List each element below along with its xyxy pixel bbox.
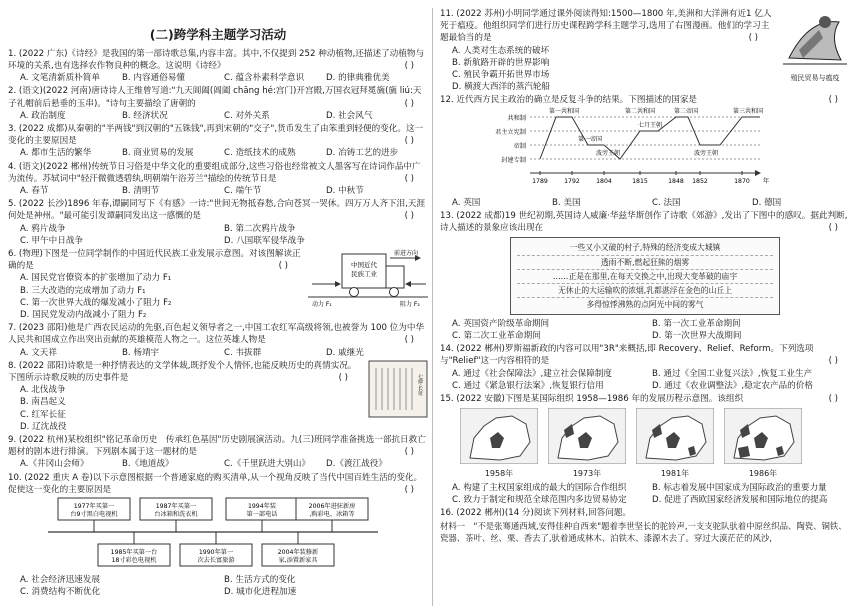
- year-tick-label: 年: [762, 177, 770, 185]
- q15-option-a: A. 构建了主权国家组成的最大的国际合作组织: [452, 482, 627, 493]
- q6-option-d: D. 国民党发动内战减小了阻力 F₂: [20, 310, 147, 321]
- q10-option-d: D. 城市化进程加速: [224, 587, 297, 598]
- q14-stem: 14. (2022 郴州)罗斯福新政的内容可以用"3R"来概括,即 Recovery、Relief、Reform。下列选项与"Relief"这一内容相符的是: [440, 344, 814, 367]
- poem-excerpt-box: [510, 237, 780, 314]
- timeline-box-top: [296, 498, 368, 520]
- timeline-box-top: [226, 498, 298, 520]
- q7-option-d: D. 戚继光: [326, 347, 364, 358]
- q1-option-a: A. 文笔清新质朴简单: [20, 73, 100, 84]
- timeline-box-bottom-text: 1985年买第一台 18寸彩色电视机: [110, 549, 158, 565]
- regime-label: 第一帝国: [577, 135, 603, 143]
- q4-stem: 4. (语文)(2022 郴州)传统节日习俗是中华文化的重要组成部分,这些习俗也经常被文人墨客写在诗词作品中广为流传。苏轼词中"轻汗微微透碧纨,明朝端午浴芳兰"描绘的传统节日是: [8, 161, 421, 184]
- year-tick-label: 1852: [692, 177, 708, 185]
- q1-stem: 1. (2022 广东)《诗经》是我国的第一部诗歌总集,内容丰富。其中,不仅提到 252 种动植物,还描述了动植物与环境的关系,也有选择农作物良种的概念。这说明《诗经》: [8, 48, 425, 71]
- q7-option-b: B. 杨靖宇: [122, 347, 160, 358]
- q3-stem: 3. (2022 成都)从秦朝的"半两钱"到汉朝的"五铢钱",再到宋朝的"交子",货币发生了由笨重到轻便的变化。这一变化的主要原因是: [8, 123, 424, 147]
- question-1: [8, 48, 428, 85]
- q4-option-c: C. 端午节: [224, 185, 262, 196]
- regime-row-label: 共和制: [507, 114, 526, 122]
- map-1981-image: [636, 408, 714, 464]
- q15-stem: 15. (2022 安徽)下图是某国际组织 1958—1986 年的发展历程示意图。该组织: [440, 393, 744, 404]
- map-1986-image: [724, 408, 802, 464]
- q10-option-c: C. 消费结构不断优化: [20, 587, 101, 598]
- timeline-box-top-text: 1977年买第一台9寸黑白电视机: [70, 503, 118, 519]
- q5-option-b: B. 第二次鸦片战争: [224, 223, 296, 234]
- map-1973-image: [548, 408, 626, 464]
- q1-paren: ( ): [404, 60, 414, 71]
- map-1986-label: 1986年: [748, 468, 778, 478]
- q14-option-a: A. 通过《社会保障法》,建立社会保障制度: [452, 368, 613, 379]
- q11-option-b: B. 新航路开辟的世界影响: [452, 57, 550, 68]
- q3-option-c: C. 造纸技术的成熟: [224, 148, 296, 159]
- q9-option-d: D.《渡江战役》: [326, 459, 387, 470]
- q4-option-b: B. 清明节: [122, 185, 160, 196]
- question-5: [8, 198, 428, 247]
- regime-label: 波旁王朝: [693, 149, 719, 157]
- q13-option-b: B. 第一次工业革命期间: [652, 318, 741, 329]
- year-tick-label: 1789: [532, 177, 548, 185]
- timeline-box-top-text: 1994年装第一部电话: [246, 503, 278, 519]
- question-7: [8, 322, 428, 359]
- q11-stem: 11. (2022 苏州)小明同学通过课外阅读得知:1500—1800 年,美洲和大洋洲有近1 亿人死于瘟疫。他组织同学们进行历史课程跨学科主题学习,选用了右图漫画。他们的学习主题最恰当的是: [440, 9, 772, 44]
- map-1958-label: 1958年: [484, 468, 514, 478]
- timeline-box-top-text: 2006年进驻新房,购彩电、冰箱等: [308, 503, 356, 519]
- regime-label: 第一共和国: [548, 107, 580, 115]
- question-13: [440, 210, 852, 342]
- q6-paren: ( ): [278, 261, 288, 272]
- q9-paren: ( ): [404, 447, 414, 458]
- q16-stem: 16. (2022 郴州)(14 分)阅读下列材料,回答问题。: [440, 508, 632, 519]
- year-tick-label: 1815: [632, 177, 648, 185]
- map-1973-label: 1973年: [572, 468, 602, 478]
- force-f2-label: 阻力 F₂: [400, 301, 420, 308]
- question-14: [440, 343, 852, 392]
- column-divider: [432, 8, 433, 606]
- q11-option-c: C. 殖民争霸开拓世界市场: [452, 70, 550, 81]
- timeline-box-bottom: [262, 544, 334, 566]
- q4-paren: ( ): [404, 173, 414, 184]
- q8-stem: 8. (2022 邵阳)诗歌是一种抒情表达的文学体裁,既抒发个人情怀,也能反映历史的真情实况。下图所示诗歌反映的历史事件是: [8, 360, 357, 384]
- q6-option-b: B. 三大改造的完成增加了动力 F₁: [20, 285, 146, 296]
- timeline-box-bottom-text: 1990年第一次去长富旅游: [197, 549, 235, 565]
- poem-line-3: ……正是在那里,在每天交换之中,出现大变革破的庙宇: [517, 270, 773, 284]
- right-column: [440, 8, 852, 546]
- poem-line-1: 一些又小又破的村子,特殊的经济变成大城镇: [517, 241, 773, 255]
- q8-option-c: C. 红军长征: [20, 409, 66, 420]
- q9-option-b: B.《地道战》: [122, 459, 174, 470]
- q14-paren: ( ): [828, 356, 838, 367]
- q1-option-b: B. 内容通俗易懂: [122, 73, 185, 84]
- regime-row-label: 封建专制: [501, 156, 526, 164]
- q7-stem: 7. (2023 邵阳)他是广西农民运动的先驱,百色起义领导者之一,中国工农红军高级将领,也被誉为 100 位为中华人民共和国成立作出突出贡献的英雄模范人物之一。这位英雄人物是: [8, 323, 425, 346]
- q8-option-b: B. 南昌起义: [20, 397, 66, 408]
- q11-option-a: A. 人类对生态系统的破坏: [452, 45, 550, 56]
- year-tick-label: 1804: [596, 177, 612, 185]
- q14-option-c: C. 通过《紧急银行法案》,恢复银行信用: [452, 380, 604, 391]
- cartoon-image: [779, 8, 851, 70]
- timeline-box-bottom-text: 2004年装修新家,添置新家具: [277, 549, 319, 565]
- q9-option-a: A.《井冈山会师》: [20, 459, 89, 470]
- q12-paren: ( ): [828, 95, 838, 106]
- question-15: [440, 393, 852, 506]
- q7-paren: ( ): [404, 335, 414, 346]
- q3-option-a: A. 都市生活的繁华: [20, 148, 92, 159]
- poem-title: 七律·长征: [417, 373, 423, 396]
- left-column: [8, 8, 428, 600]
- map-1986: [724, 408, 802, 479]
- question-2: [8, 85, 428, 122]
- regime-row-label: 帝制: [513, 142, 526, 150]
- timeline-box-bottom: [98, 544, 170, 566]
- regime-label: 第二帝国: [673, 107, 699, 115]
- q13-stem: 13. (2022 成都)19 世纪初期,英国诗人威廉·华兹华斯创作了诗歌《郊游》,发出了下图中的感叹。据此判断,诗人描述的景象应该出现在: [440, 211, 848, 234]
- truck-diagram: [308, 248, 428, 310]
- regime-label: 第二共和国: [624, 107, 656, 115]
- q1-option-c: C. 蕴含朴素科学意识: [224, 73, 305, 84]
- poem-line-5: 多得惊悸沸熟的点阿光中间的雾气: [586, 299, 704, 309]
- truck-wheel-front: [390, 288, 399, 297]
- q15-paren: ( ): [828, 393, 838, 404]
- family-purchase-timeline: [48, 496, 388, 570]
- regime-timeline-diagram: [480, 107, 780, 193]
- q9-stem: 9. (2022 杭州)某校组织"铭记革命历史 传承红色基因"历史剧展演活动。九(三)班同学准备挑选一部抗日救亡题材的剧本进行排演。下列剧本属于这一题材的是: [8, 435, 426, 458]
- question-9: [8, 434, 428, 471]
- timeline-box-bottom: [180, 544, 252, 566]
- direction-label: 前进方向: [393, 250, 419, 257]
- year-tick-label: 1792: [564, 177, 580, 185]
- europe-maps-row: [440, 408, 852, 479]
- question-10: [8, 472, 428, 599]
- q3-option-d: D. 冶铸工艺的进步: [326, 148, 399, 159]
- section-title: (二)跨学科主题学习活动: [149, 27, 287, 42]
- q5-option-a: A. 鸦片战争: [20, 223, 66, 234]
- question-8: [8, 360, 428, 433]
- map-1981-label: 1981年: [660, 468, 690, 478]
- map-1958-image: [460, 408, 538, 464]
- question-4: [8, 161, 428, 198]
- q6-stem: 6. (物理)下图是一位同学制作的中国近代民族工业发展示意图。对该图解读正确的是: [8, 249, 301, 272]
- question-3: [8, 123, 428, 160]
- cartoon-figure: [778, 8, 852, 93]
- q3-option-b: B. 商业贸易的发展: [122, 148, 194, 159]
- q9-option-c: C.《千里跃进大别山》: [224, 459, 311, 470]
- truck-cab: [386, 266, 404, 288]
- q6-option-c: C. 第一次世界大战的爆发减小了阻力 F₂: [20, 297, 172, 308]
- q16-material-1: 材料一 "不是张骞通西域,安得佳种自西来"题着李世坚长的驼铃声,一支支驼队驮着中原丝织品、陶瓷、铜铁、瓷器、茶叶、丝、栗、香去了,驮着通成林木、泊铁木、漆源木去了。穿过大漠茫茫的风沙,: [440, 520, 847, 544]
- q1-option-d: D. 的律典雅优美: [326, 73, 390, 84]
- q10-option-a: A. 社会经济迅速发展: [20, 575, 100, 586]
- q13-option-d: D. 第一次世界大战期间: [652, 330, 742, 341]
- regime-row-label: 君主立宪制: [495, 128, 526, 136]
- cartoon-caption: 殖民贸易与瘟疫: [790, 74, 840, 83]
- q10-paren: ( ): [404, 484, 414, 495]
- regime-label: 第三共和国: [732, 107, 764, 115]
- q8-option-d: D. 辽沈战役: [20, 421, 67, 432]
- poem-line-4: 无休止的大运输吹的浓烟,乳都湛浮在金色的山丘上: [517, 284, 773, 298]
- q14-option-d: D. 通过《农业调整法》,稳定农产品的价格: [652, 380, 813, 391]
- q5-option-d: D. 八国联军侵华战争: [224, 235, 305, 246]
- q4-option-d: D. 中秋节: [326, 185, 364, 196]
- q2-option-c: C. 对外关系: [224, 110, 270, 121]
- year-tick-label: 1848: [668, 177, 684, 185]
- q5-paren: ( ): [404, 211, 414, 222]
- q12-option-c: C. 法国: [652, 197, 681, 208]
- q7-option-c: C. 韦拔群: [224, 347, 262, 358]
- q15-option-c: C. 致力于制定和规范全球范围内多边贸易协定: [452, 495, 627, 506]
- q2-option-a: A. 政治制度: [20, 110, 66, 121]
- q15-option-b: B. 标志着发展中国家成为国际政治的重要力量: [652, 482, 827, 493]
- question-12: [440, 94, 852, 209]
- q2-option-d: D. 社会风气: [326, 110, 373, 121]
- q5-stem: 5. (2022 长沙)1896 年春,谭嗣同写下《有感》一诗:"世间无物抵春愁,合向苍冥一哭休。四万万人齐下泪,天涯何处是神州。"最可能引发谭嗣同发出这一感慨的是: [8, 199, 426, 222]
- q2-stem: 2. (语文)(2022 河南)唐诗诗人王维曾写道:"九天阊阖(阊阖 chāng hé:宫门)开宫殿,万国衣冠拜冕旒(旒 liú:天子礼帽前后悬垂的玉串)。"诗句主要描绘了唐朝的: [8, 86, 422, 109]
- q5-option-c: C. 甲午中日战争: [20, 235, 84, 246]
- q2-paren: ( ): [404, 98, 414, 109]
- q12-option-b: B. 美国: [552, 197, 581, 208]
- map-1973: [548, 408, 626, 479]
- q12-option-a: A. 英国: [452, 197, 481, 208]
- q14-option-b: B. 通过《全国工业复兴法》,恢复工业生产: [652, 368, 813, 379]
- q13-option-a: A. 英国资产阶级革命期间: [452, 318, 550, 329]
- q11-option-d: D. 横渡大西洋的蒸汽轮船: [452, 82, 551, 93]
- q11-paren: ( ): [748, 33, 758, 44]
- q10-option-b: B. 生活方式的变化: [224, 575, 296, 586]
- q7-option-a: A. 文天祥: [20, 347, 57, 358]
- timeline-box-top-text: 1987年买第一台冰箱和洗衣机: [154, 503, 198, 519]
- q8-option-a: A. 北伐战争: [20, 385, 66, 396]
- map-1958: [460, 408, 538, 479]
- q15-option-d: D. 促进了西欧国家经济发展和国际地位的提高: [652, 495, 828, 506]
- q12-option-d: D. 德国: [752, 197, 782, 208]
- timeline-box-top: [58, 498, 130, 520]
- q13-option-c: C. 第二次工业革命期间: [452, 330, 541, 341]
- regime-label: 七月王朝: [637, 121, 663, 129]
- question-16: [440, 507, 852, 544]
- q2-option-b: B. 经济状况: [122, 110, 168, 121]
- question-11: [440, 8, 852, 93]
- q12-stem: 12. 近代西方民主政治的确立是反复斗争的结果。下图描述的国家是: [440, 95, 698, 106]
- q13-paren: ( ): [828, 223, 838, 234]
- q6-option-a: A. 国民党官僚资本的扩张增加了动力 F₁: [20, 273, 172, 284]
- timeline-box-top: [140, 498, 212, 520]
- poem-image: [368, 360, 428, 418]
- truck-wheel-rear: [350, 288, 359, 297]
- truck-label: 中国近代民族工业: [351, 261, 377, 278]
- regime-label: 波旁王朝: [595, 149, 621, 157]
- q8-paren: ( ): [338, 373, 348, 384]
- question-6: [8, 248, 428, 321]
- q4-option-a: A. 春节: [20, 185, 49, 196]
- force-f1-label: 动力 F₁: [312, 301, 332, 308]
- map-1981: [636, 408, 714, 479]
- q10-stem: 10. (2022 重庆 A 卷)以下示意图根据一个普通家庭的购买清单,从一个视角反映了当代中国百姓生活的变化。促使这一变化的主要原因是: [8, 472, 423, 495]
- year-tick-label: 1870: [734, 177, 750, 185]
- poem-line-2: 透雨不断,燃起狂熊的烟雾: [517, 256, 773, 270]
- q3-paren: ( ): [404, 136, 414, 147]
